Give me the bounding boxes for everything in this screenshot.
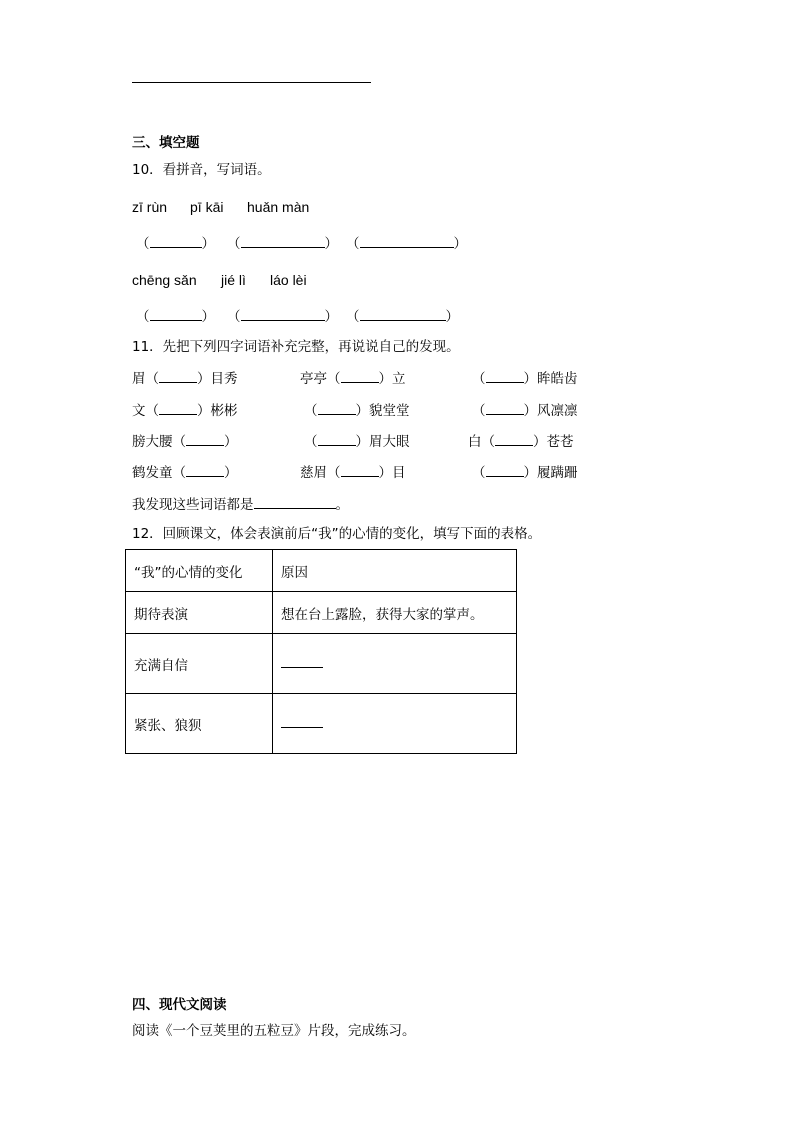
mood-change-table [125, 549, 517, 754]
idiom-blank[interactable]: （ ）貌堂堂 [304, 400, 410, 420]
table-row [126, 694, 517, 754]
idiom-blank[interactable]: 文（ ）彬彬 [132, 400, 238, 420]
answer-blank-laolei[interactable]: （ ） [346, 306, 459, 326]
mood-cell: 期待表演 [126, 592, 273, 634]
discovery-line[interactable]: 我发现这些词语都是 。 [132, 494, 349, 514]
idiom-blank[interactable]: 白（ ）苍苍 [468, 431, 574, 451]
idiom-blank[interactable]: （ ）眉大眼 [304, 431, 410, 451]
idiom-blank[interactable]: （ ）风凛凛 [472, 400, 578, 420]
reading-intro: 阅读《一个豆荚里的五粒豆》片段，完成练习。 [132, 1023, 416, 1039]
section-heading-fill-in: 三、填空题 [132, 135, 200, 151]
header-mood: “我”的心情的变化 [126, 550, 273, 592]
pinyin-zirun: zī rùn [132, 199, 168, 215]
pinyin-chengsan: chēng sǎn [132, 272, 197, 288]
table-row [126, 634, 517, 694]
table-row [126, 592, 517, 634]
answer-blank-pikai[interactable]: （ ） [227, 233, 338, 253]
mood-cell: 充满自信 [126, 634, 273, 694]
reason-cell: 想在台上露脸，获得大家的掌声。 [273, 592, 517, 634]
idiom-blank[interactable]: （ ）眸皓齿 [472, 368, 578, 388]
top-divider [132, 82, 371, 83]
answer-blank-zirun[interactable]: （ ） [136, 233, 215, 253]
idiom-blank[interactable]: （ ）履蹒跚 [472, 462, 578, 482]
reason-answer-cell[interactable] [273, 634, 517, 694]
section-heading-reading: 四、现代文阅读 [132, 997, 227, 1013]
idiom-blank[interactable]: 眉（ ）目秀 [132, 368, 238, 388]
table-header-row [126, 550, 517, 592]
question-12-prompt: 12．回顾课文，体会表演前后“我”的心情的变化，填写下面的表格。 [132, 526, 542, 542]
idiom-blank[interactable]: 鹤发童（ ） [132, 462, 238, 482]
question-10-prompt: 10．看拼音，写词语。 [132, 162, 271, 178]
idiom-blank[interactable]: 膀大腰（ ） [132, 431, 238, 451]
pinyin-huanman: huǎn màn [247, 199, 310, 215]
pinyin-jieli: jié lì [221, 272, 246, 288]
answer-blank-jieli[interactable]: （ ） [227, 306, 338, 326]
answer-blank-huanman[interactable]: （ ） [346, 233, 467, 253]
idiom-blank[interactable]: 慈眉（ ）目 [300, 462, 406, 482]
header-reason: 原因 [273, 550, 517, 592]
question-11-prompt: 11．先把下列四字词语补充完整，再说说自己的发现。 [132, 339, 460, 355]
mood-cell: 紧张、狼狈 [126, 694, 273, 754]
pinyin-laolei: láo lèi [270, 272, 307, 288]
idiom-blank[interactable]: 亭亭（ ）立 [300, 368, 406, 388]
reason-answer-cell[interactable] [273, 694, 517, 754]
answer-blank-chengsan[interactable]: （ ） [136, 306, 215, 326]
pinyin-pikai: pī kāi [190, 199, 224, 215]
